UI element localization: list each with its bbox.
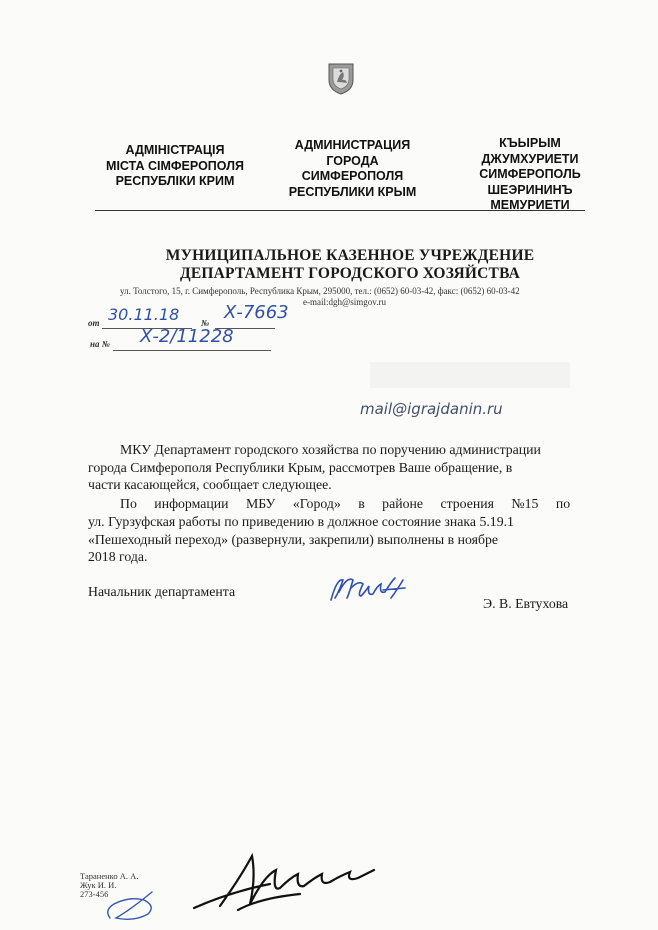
executor: Тараненко А. А. <box>80 871 139 881</box>
ref-underline <box>113 350 271 351</box>
reference-number: Х-2/11228 <box>140 326 234 347</box>
org-address: ул. Толстого, 15, г. Симферополь, Республика Крым, 295000, тел.: (0652) 60-03-42, факс: (0652) 60-03-42 <box>120 286 520 296</box>
header-right-line: КЪЫРЫМ <box>499 136 561 150</box>
header-center-line: ГОРОДА <box>326 153 379 168</box>
header-right-line: ДЖУМХУРИЕТИ <box>481 151 579 166</box>
header-center <box>270 138 435 200</box>
executor: Жук И. И. <box>80 880 117 890</box>
header-right-line: ШЕЭРИНИНЪ <box>487 182 573 197</box>
header-left <box>85 143 265 190</box>
signatory-position: Начальник департамента <box>88 584 236 599</box>
header-divider <box>95 210 585 211</box>
recipient-email: mail@igrajdanin.ru <box>360 400 503 418</box>
body-paragraph-2-line: 2018 года. <box>88 549 148 564</box>
redacted-addressee <box>370 362 570 388</box>
org-title-line1: МУНИЦИПАЛЬНОЕ КАЗЕННОЕ УЧРЕЖДЕНИЕ <box>165 247 535 264</box>
registration-number: Х-7663 <box>224 302 289 323</box>
coat-of-arms-icon <box>327 62 355 96</box>
header-center-line: РЕСПУБЛИКИ КРЫМ <box>288 184 417 199</box>
body-paragraph-1-line: города Симферополя Республики Крым, рассмотрев Ваше обращение, в <box>88 460 513 475</box>
header-left-line: РЕСПУБЛІКИ КРИМ <box>115 174 235 188</box>
number-label: № <box>201 318 210 328</box>
body-paragraph-2-line: По информации МБУ «Город» в районе строения №15 по <box>120 496 571 511</box>
ref-label: на № <box>90 339 110 349</box>
header-right <box>450 136 610 214</box>
header-left-line: АДМІНІСТРАЦІЯ <box>125 143 225 157</box>
org-title-line2: ДЕПАРТАМЕНТ ГОРОДСКОГО ХОЗЯЙСТВА <box>179 265 521 282</box>
header-right-line: СИМФЕРОПОЛЬ <box>479 167 581 181</box>
signatory-name: Э. В. Евтухова <box>483 596 569 611</box>
header-left-line: МІСТА СІМФЕРОПОЛЯ <box>106 158 244 173</box>
body-paragraph-1-line: МКУ Департамент городского хозяйства по поручению администрации <box>120 442 541 457</box>
body-paragraph-1-line: части касающейся, сообщает следующее. <box>88 477 332 492</box>
body-paragraph-2-line: ул. Гурзуфская работы по приведению в должное состояние знака 5.19.1 <box>88 514 514 529</box>
header-right-line: МЕМУРИЕТИ <box>490 198 570 212</box>
from-label: от <box>88 318 100 328</box>
body-paragraph-2-line: «Пешеходный переход» (развернули, закрепили) выполнены в ноябре <box>88 532 499 547</box>
handwritten-signature <box>325 570 415 608</box>
header-center-line: АДМИНИСТРАЦИЯ <box>294 138 411 152</box>
executor-signature-2 <box>190 848 380 918</box>
executor-signature-1 <box>100 880 170 925</box>
registration-date: 30.11.18 <box>108 305 180 324</box>
org-email: e-mail:dgh@simgov.ru <box>303 297 386 307</box>
header-center-line: СИМФЕРОПОЛЯ <box>301 169 404 183</box>
executor-phone: 273-456 <box>80 889 109 899</box>
